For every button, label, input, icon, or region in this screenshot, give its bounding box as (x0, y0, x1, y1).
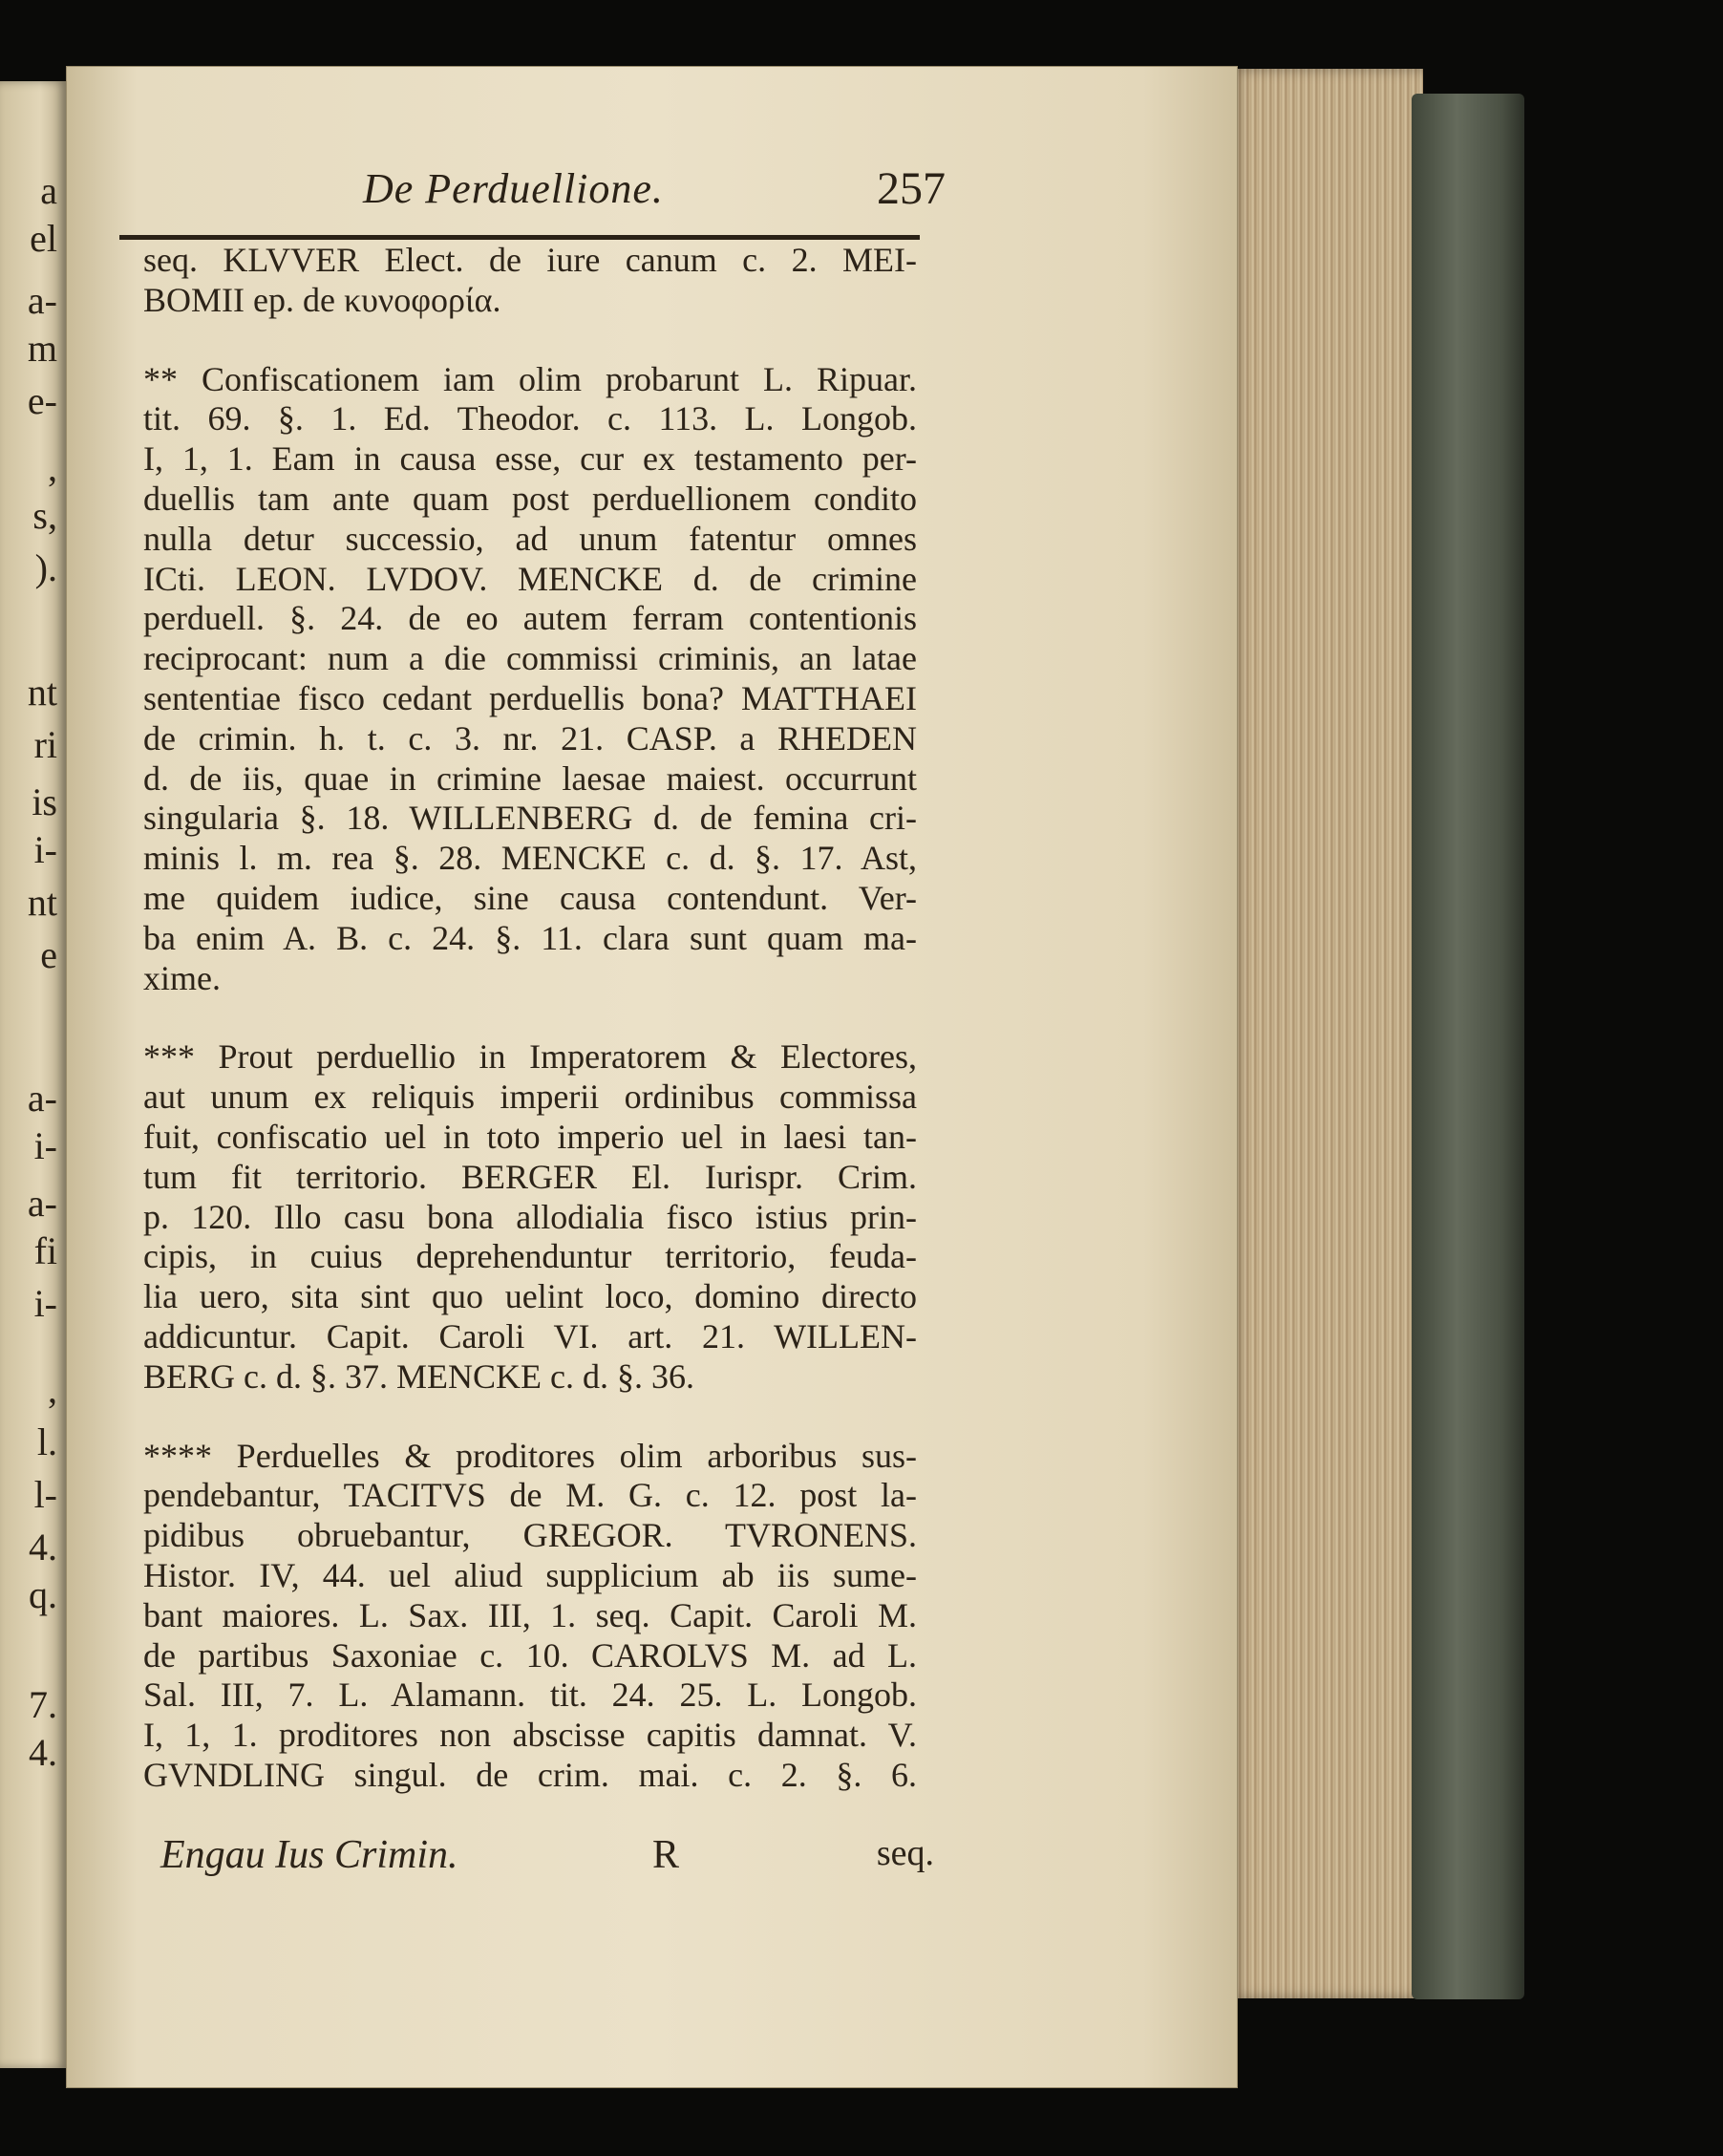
footnote-double-asterisk (143, 360, 917, 999)
facing-page-fragment: el (30, 217, 57, 260)
page-number: 257 (877, 163, 946, 214)
facing-page-fragment: 4. (29, 1731, 57, 1774)
text-line: BOMII ep. de κυνοφορία. (143, 280, 501, 319)
facing-page-fragment: l. (36, 1420, 57, 1463)
facing-page-fragment: s, (32, 494, 57, 537)
text-line: addicuntur. Capit. Caroli VI. art. 21. WILLEN- (143, 1316, 917, 1356)
catchword: seq. (876, 1833, 934, 1873)
text-line: de crimin. h. t. c. 3. nr. 21. CASP. a RHEDEN (143, 718, 917, 758)
facing-page-fragment: i- (33, 828, 57, 871)
facing-page-fragment: a (40, 169, 57, 212)
text-line: ICti. LEON. LVDOV. MENCKE d. de crimine (143, 559, 917, 598)
running-title: De Perduellione. (363, 165, 664, 212)
text-line: pendebantur, TACITVS de M. G. c. 12. post la- (143, 1476, 917, 1515)
facing-page-fragment: e (40, 933, 57, 976)
page-header (363, 164, 946, 224)
text-line: singularia §. 18. WILLENBERG d. de femina cri- (143, 799, 917, 838)
page-block-edge (1227, 69, 1423, 1998)
text-line: aut unum ex reliquis imperii ordinibus commissa (143, 1078, 917, 1117)
text-line: **** Perduelles & proditores olim arboribus sus- (143, 1436, 917, 1475)
signature-line: Engau Ius Crimin. (160, 1833, 458, 1877)
facing-page-fragment: ). (34, 546, 57, 589)
facing-page-fragment: a- (27, 1077, 57, 1120)
text-line: nulla detur successio, ad unum fatentur omnes (143, 519, 917, 558)
text-line: tit. 69. §. 1. Ed. Theodor. c. 113. L. Longob. (143, 399, 917, 438)
text-line: d. de iis, quae in crimine laesae maiest. occurrunt (143, 758, 917, 798)
footnote-continuation (143, 241, 917, 321)
text-line: fuit, confiscatio uel in toto imperio uel in laesi tan- (143, 1117, 917, 1156)
text-line: cipis, in cuius deprehenduntur territorio, feuda- (143, 1237, 917, 1276)
text-line: duellis tam ante quam post perduellionem condito (143, 479, 917, 518)
facing-page-fragment: m (27, 327, 57, 370)
text-line: I, 1, 1. Eam in causa esse, cur ex testamento per- (143, 439, 917, 479)
facing-page-fragment: 7. (29, 1683, 57, 1726)
facing-page-fragment: , (48, 446, 57, 489)
facing-page-fragment: i- (33, 1124, 57, 1167)
text-line: ** Confiscationem iam olim probarunt L. Ripuar. (143, 359, 917, 398)
facing-page-fragment: l- (33, 1473, 57, 1516)
facing-page-fragment: is (32, 780, 57, 823)
text-line: ba enim A. B. c. 24. §. 11. clara sunt quam ma- (143, 918, 917, 957)
header-rule (119, 235, 920, 240)
text-line: p. 120. Illo casu bona allodialia fisco istius prin- (143, 1197, 917, 1236)
facing-page-fragment: a- (27, 279, 57, 322)
facing-page-fragment: 4. (29, 1526, 57, 1569)
text-line: I, 1, 1. proditores non abscisse capitis damnat. V. (143, 1716, 917, 1755)
text-line: sententiae fisco cedant perduellis bona? MATTHAEI (143, 678, 917, 717)
footnote-quadruple-asterisk (143, 1437, 917, 1796)
facing-page-fragment: nt (27, 671, 57, 714)
text-line: me quidem iudice, sine causa contendunt. Ver- (143, 878, 917, 917)
footnotes-body (143, 241, 917, 1796)
page-footer (160, 1832, 934, 1880)
text-line: Sal. III, 7. L. Alamann. tit. 24. 25. L. Longob. (143, 1676, 917, 1715)
text-line: Histor. IV, 44. uel aliud supplicium ab iis sume- (143, 1555, 917, 1594)
facing-page-fragment: ri (33, 723, 57, 766)
facing-page-fragment: q. (29, 1573, 57, 1616)
text-line: GVNDLING singul. de crim. mai. c. 2. §. 6. (143, 1755, 917, 1794)
text-line: tum fit territorio. BERGER El. Iurispr. Crim. (143, 1157, 917, 1196)
text-line: lia uero, sita sint quo uelint loco, domino directo (143, 1277, 917, 1316)
text-line: xime. (143, 958, 221, 997)
text-line: pidibus obruebantur, GREGOR. TVRONENS. (143, 1516, 917, 1555)
facing-page-fragment: e- (27, 379, 57, 422)
facing-page-fragment: i- (33, 1282, 57, 1325)
text-line: *** Prout perduellio in Imperatorem & Electores, (143, 1037, 917, 1077)
text-line: perduell. §. 24. de eo autem ferram contentionis (143, 599, 917, 638)
signature-mark: R (652, 1833, 680, 1877)
facing-page-fragment: a- (27, 1182, 57, 1225)
facing-page-fragment: , (48, 1368, 57, 1411)
footnote-triple-asterisk (143, 1037, 917, 1397)
facing-page-fragment: fi (33, 1229, 57, 1272)
facing-page-edge (0, 81, 67, 2068)
text-line: seq. KLVVER Elect. de iure canum c. 2. MEI- (143, 241, 917, 279)
text-line: minis l. m. rea §. 28. MENCKE c. d. §. 17. Ast, (143, 839, 917, 878)
text-line: reciprocant: num a die commissi criminis, an latae (143, 639, 917, 678)
text-line: de partibus Saxoniae c. 10. CAROLVS M. ad L. (143, 1635, 917, 1675)
text-line: bant maiores. L. Sax. III, 1. seq. Capit. Caroli M. (143, 1595, 917, 1634)
text-line: BERG c. d. §. 37. MENCKE c. d. §. 36. (143, 1356, 694, 1396)
facing-page-fragment: nt (27, 881, 57, 924)
book-cover (1412, 94, 1524, 1999)
